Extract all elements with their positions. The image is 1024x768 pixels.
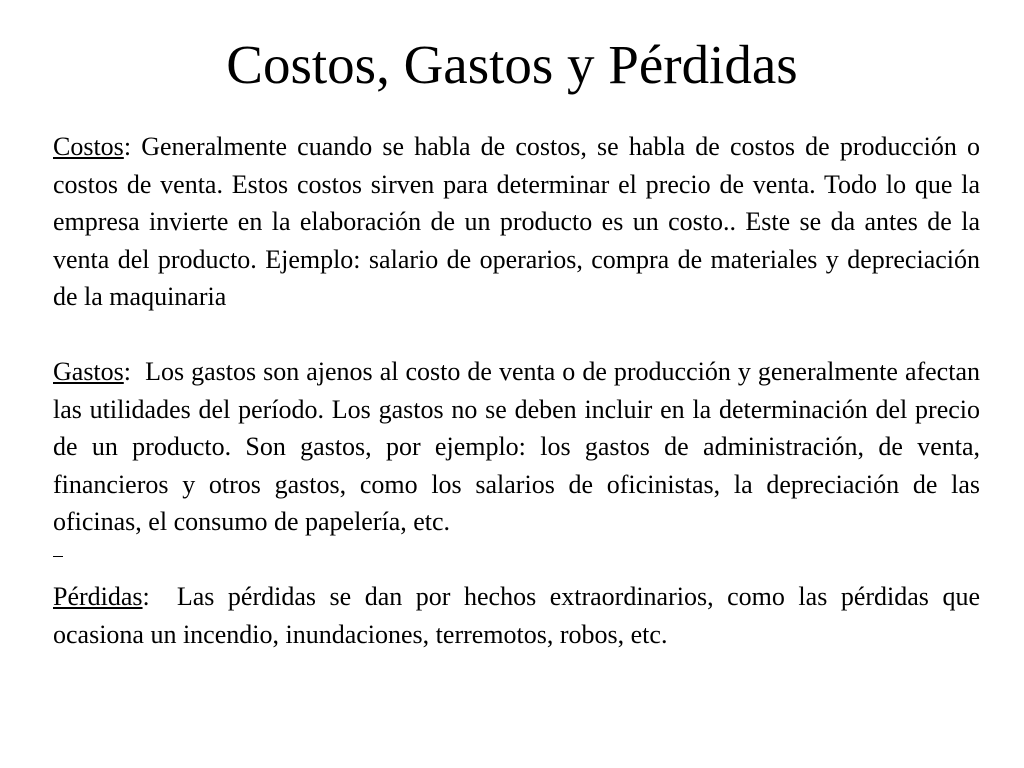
perdidas-text: Las pérdidas se dan por hechos extraordinarios, como las pérdidas que ocasiona un incendio, inundaciones, terremotos, robos, etc. [53,582,980,649]
gastos-paragraph [53,353,980,541]
slide-title: Costos, Gastos y Pérdidas [226,34,798,95]
perdidas-term: Pérdidas [53,582,143,611]
underline-mark-line [53,541,980,579]
slide-body [53,128,980,653]
perdidas-paragraph [53,578,980,653]
costos-term: Costos [53,132,124,161]
gastos-separator: : [123,357,146,386]
perdidas-separator: : [142,582,177,611]
paragraph-gap [53,316,980,354]
costos-paragraph [53,128,980,316]
gastos-text: Los gastos son ajenos al costo de venta o de producción y generalmente afectan las utilidades del período. Los gastos no se deben incluir en la determinación del precio de un producto. Son gastos, por ejemplo: los gastos de administración, de venta, financieros y otros gastos, como los salarios de oficinistas, la depreciación de las oficinas, el consumo de papelería, etc. [53,357,980,536]
costos-text: Generalmente cuando se habla de costos, se habla de costos de producción o costos de venta. Estos costos sirven para determinar el precio de venta. Todo lo que la empresa invierte en la elaboración de un producto es un costo.. Este se da antes de la venta del producto. Ejemplo: salario de operarios, compra de materiales y depreciación de la maquinaria [53,132,980,311]
gastos-term: Gastos [53,357,124,386]
underline-mark [53,556,63,558]
costos-separator: : [123,132,142,161]
